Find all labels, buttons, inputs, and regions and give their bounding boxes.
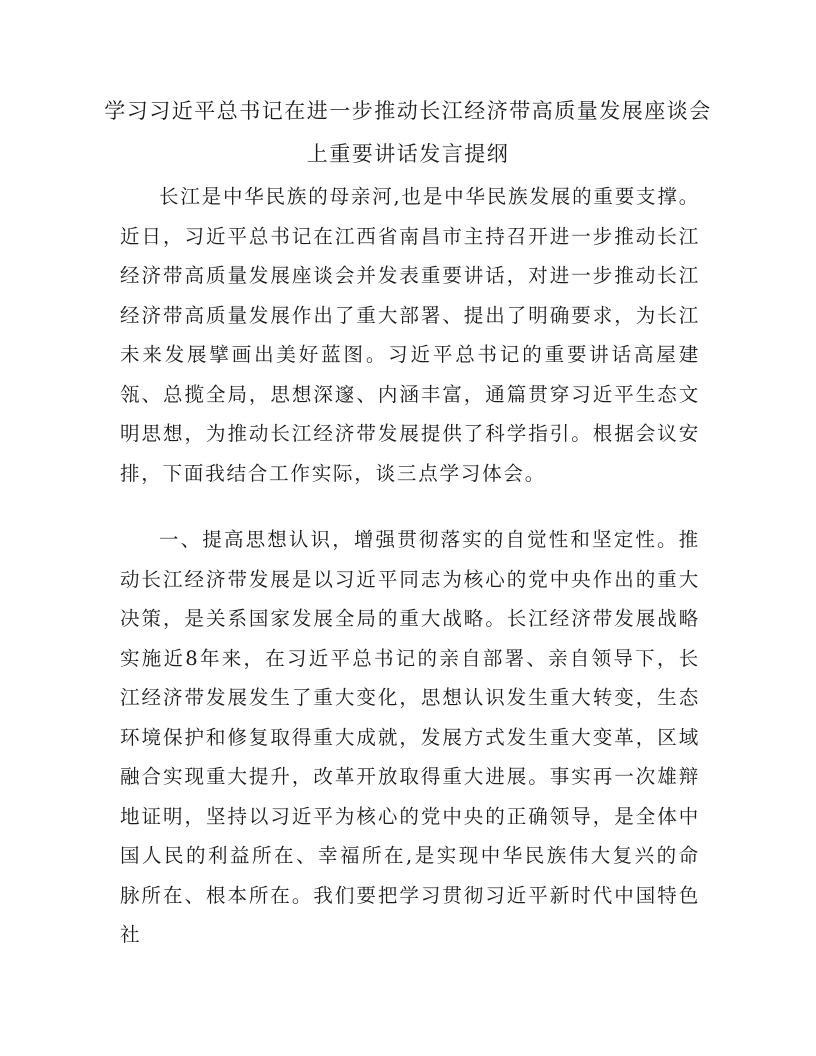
document-title-line-2: 上重要讲话发言提纲 — [306, 142, 510, 166]
paragraph-section-one: 一、提高思想认识，增强贯彻落实的自觉性和坚定性。推动长江经济带发展是以习近平同志为核心的党中央作出的重大决策，是关系国家发展全局的重大战略。长江经济带发展战略实施近8年来，在习近平总书记的亲自部署、亲自领导下，长江经济带发展发生了重大变化，思想认识发生重大转变，生态环境保护和修复取得重大成就，发展方式发生重大变革，区域融合实现重大提升，改革开放取得重大进展。事实再一次雄辩地证明，坚持以习近平为核心的党中央的正确领导，是全体中国人民的利益所在、幸福所在,是实现中华民族伟大复兴的命脉所在、根本所在。我们要把学习贯彻习近平新时代中国特色社 — [120, 528, 700, 946]
document-title-line-1: 学习习近平总书记在进一步推动长江经济带高质量发展座谈会 — [104, 99, 712, 123]
paragraph-intro: 长江是中华民族的母亲河,也是中华民族发展的重要支撑。近日，习近平总书记在江西省南昌市主持召开进一步推动长江经济带高质量发展座谈会并发表重要讲话，对进一步推动长江经济带高质量发展作出了重大部署、提出了明确要求，为长江未来发展擘画出美好蓝图。习近平总书记的重要讲话高屋建瓴、总揽全局，思想深邃、内涵丰富，通篇贯穿习近平生态文明思想，为推动长江经济带发展提供了科学指引。根据会议安排，下面我结合工作实际，谈三点学习体会。 — [120, 185, 700, 485]
